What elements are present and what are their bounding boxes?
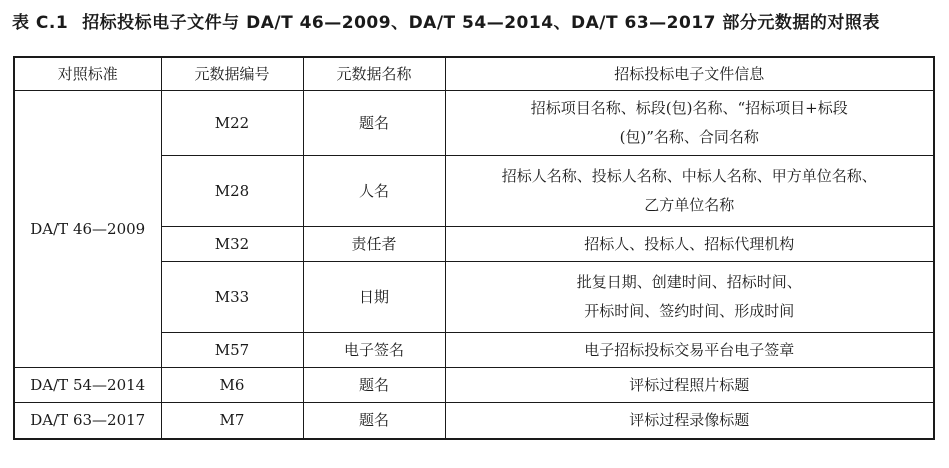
file-info-line: 批复日期、创建时间、招标时间、 — [576, 273, 802, 291]
table-header-row — [14, 57, 934, 91]
element-code-cell: M32 — [161, 227, 303, 262]
element-name-cell: 题名 — [303, 403, 445, 439]
file-info-cell — [445, 91, 934, 156]
file-info-cell — [445, 333, 934, 368]
file-info-line: 招标项目名称、标段(包)名称、“招标项目+标段 — [530, 99, 848, 117]
file-info-cell — [445, 227, 934, 262]
element-name-cell: 日期 — [303, 262, 445, 333]
file-info-line: 招标人、投标人、招标代理机构 — [584, 234, 795, 253]
file-info-line: 招标人名称、投标人名称、中标人名称、甲方单位名称、 — [501, 167, 877, 185]
element-code-cell: M7 — [161, 403, 303, 439]
element-code-cell: M28 — [161, 156, 303, 227]
file-info-cell — [445, 403, 934, 439]
file-info-cell — [445, 368, 934, 403]
element-code-cell: M33 — [161, 262, 303, 333]
element-code-cell: M22 — [161, 91, 303, 156]
metadata-comparison-table — [13, 56, 935, 440]
table-row — [14, 368, 934, 403]
header-standard: 对照标准 — [14, 57, 161, 91]
header-element-code: 元数据编号 — [161, 57, 303, 91]
file-info-cell — [445, 156, 934, 227]
table-number: 表 C.1 — [12, 13, 69, 33]
element-name-cell: 人名 — [303, 156, 445, 227]
file-info-line: 电子招标投标交易平台电子签章 — [584, 340, 795, 359]
file-info-cell — [445, 262, 934, 333]
standard-cell: DA/T 63—2017 — [14, 403, 161, 439]
file-info-line: 开标时间、签约时间、形成时间 — [584, 302, 795, 320]
standard-cell: DA/T 54—2014 — [14, 368, 161, 403]
table-title: 招标投标电子文件与 DA/T 46—2009、DA/T 54—2014、DA/T 63—2017 部分元数据的对照表 — [82, 13, 880, 33]
standard-cell: DA/T 46—2009 — [14, 91, 161, 368]
table-row — [14, 403, 934, 439]
header-element-name: 元数据名称 — [303, 57, 445, 91]
header-file-info: 招标投标电子文件信息 — [445, 57, 934, 91]
table-caption — [0, 8, 949, 33]
file-info-line: 乙方单位名称 — [644, 196, 735, 214]
file-info-line: 评标过程录像标题 — [629, 410, 750, 429]
file-info-line: 评标过程照片标题 — [629, 375, 750, 394]
element-name-cell: 责任者 — [303, 227, 445, 262]
element-name-cell: 题名 — [303, 91, 445, 156]
element-name-cell: 题名 — [303, 368, 445, 403]
file-info-line: (包)”名称、合同名称 — [619, 128, 759, 146]
element-code-cell: M57 — [161, 333, 303, 368]
element-name-cell: 电子签名 — [303, 333, 445, 368]
element-code-cell: M6 — [161, 368, 303, 403]
table-row — [14, 91, 934, 156]
